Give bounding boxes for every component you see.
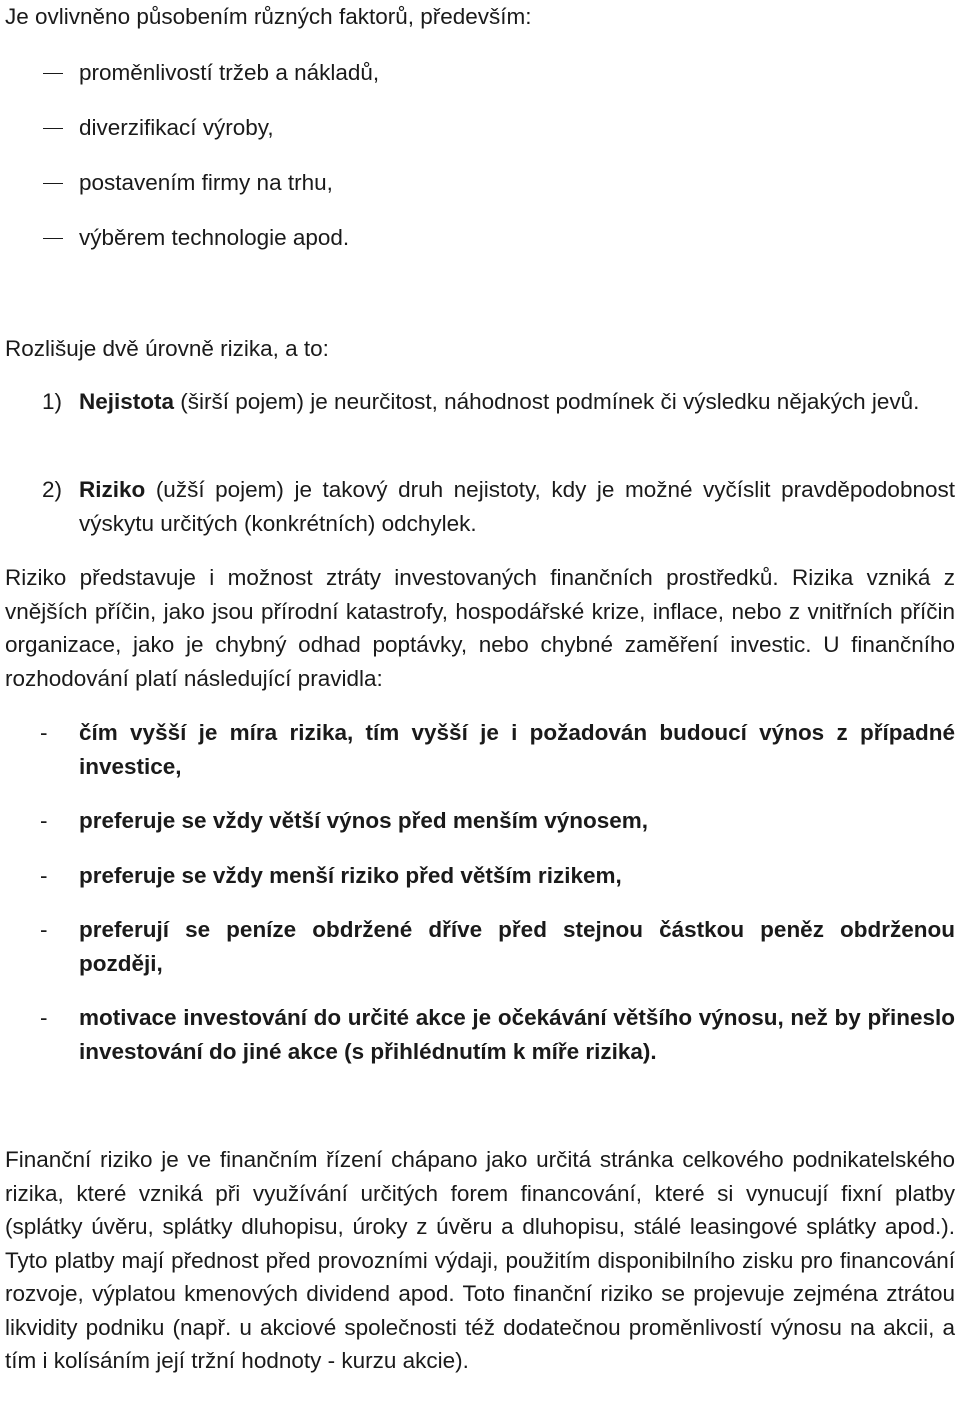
rule-item: čím vyšší je míra rizika, tím vyšší je i požadován budoucí výnos z případné investice, (79, 720, 955, 779)
rule-item: motivace investování do určité akce je očekávání většího výnosu, než by přineslo investování do jiné akce (s přihlédnutím k míře rizika). (79, 1005, 955, 1064)
level-number: 2) (42, 477, 63, 502)
factor-item: diverzifikací výroby, (79, 115, 274, 140)
level-term: Riziko (79, 477, 146, 502)
rule-item: preferuje se vždy větší výnos před menším výnosem, (79, 808, 648, 833)
rule-item: preferuje se vždy menší riziko před větším rizikem, (79, 863, 622, 888)
rule-item: preferují se peníze obdržené dříve před stejnou částkou peněz obdrženou později, (79, 917, 955, 976)
factor-item: postavením firmy na trhu, (79, 170, 333, 195)
financial-risk-paragraph: Finanční riziko je ve finančním řízení chápano jako určitá stránka celkového podnikatelského rizika, které vzniká při využívání určitých forem financování, které si vynucují fixní platby (splátky úvěru, splátky dluhopisu, úroky z úvěru a dluhopisu, stálé leasingové splátky apod.). Tyto platby mají přednost před provozními výdaji, použitím disponibilního zisku pro financování rozvoje, výplatou kmenových dividend apod. Toto finanční riziko se projevuje zejména ztrátou likvidity podniku (např. u akciové společnosti též dodatečnou proměnlivostí výnosu na akcii, a tím i kolísáním její tržní hodnoty - kurzu akcie). (5, 1147, 955, 1373)
level-text (79, 385, 955, 419)
factor-item: výběrem technologie apod. (79, 225, 350, 250)
rule-marker: - (40, 720, 48, 745)
level-number: 1) (42, 389, 63, 414)
rule-marker: - (40, 917, 48, 942)
level-description: (užší pojem) je takový druh nejistoty, kdy je možné vyčíslit pravděpodobnost výskytu určitých (konkrétních) odchylek. (79, 477, 955, 536)
factor-item: proměnlivostí tržeb a nákladů, (79, 60, 380, 85)
rule-marker: - (40, 808, 48, 833)
risk-paragraph: Riziko představuje i možnost ztráty investovaných finančních prostředků. Rizika vzniká z vnějších příčin, jako jsou přírodní katastrofy, hospodářské krize, inflace, nebo z vnitřních příčin organizace, jako je chybný odhad poptávky, nebo chybné zaměření investic. U finančního rozhodování platí následující pravidla: (5, 565, 955, 691)
level-description: (širší pojem) je neurčitost, náhodnost podmínek či výsledku nějakých jevů. (174, 389, 920, 414)
dash-marker (43, 128, 63, 129)
dash-marker (43, 183, 63, 184)
level-term: Nejistota (79, 389, 175, 414)
dash-marker (43, 73, 63, 74)
rule-marker: - (40, 863, 48, 888)
rule-marker: - (40, 1005, 48, 1030)
dash-marker (43, 238, 63, 239)
levels-intro: Rozlišuje dvě úrovně rizika, a to: (5, 336, 329, 361)
intro-text: Je ovlivněno působením různých faktorů, především: (5, 4, 532, 29)
level-text (79, 473, 955, 540)
